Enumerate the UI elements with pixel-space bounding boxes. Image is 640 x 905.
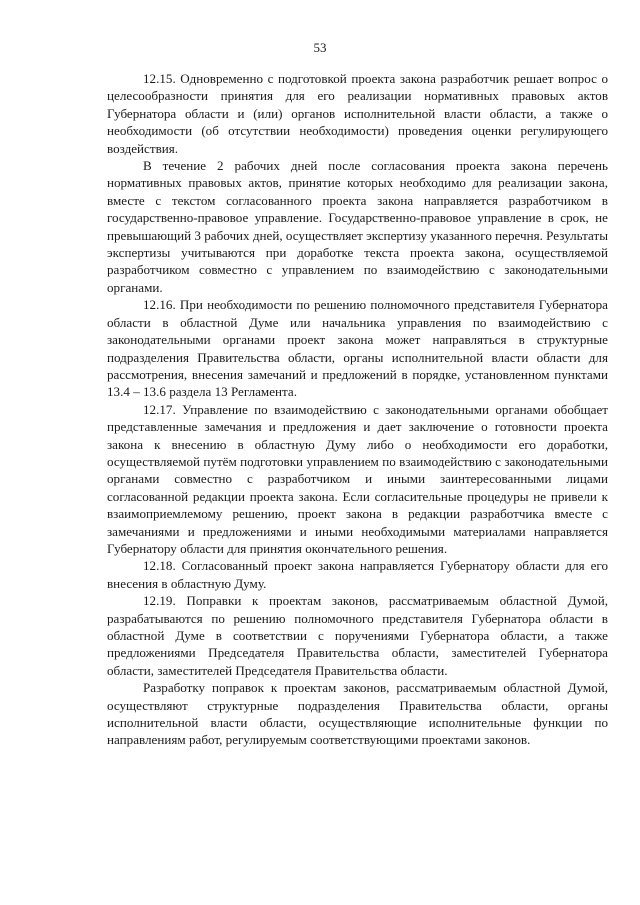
document-body xyxy=(107,70,608,749)
paragraph-12-19: 12.19. Поправки к проектам законов, рассматриваемым областной Думой, разрабатываются по решению полномочного представителя Губернатора области в областной Думе в соответствии с поручениями Губернатора области, а также предложениями Председателя Правительства области, заместителей Губернатора области, заместителей Председателя Правительства области. xyxy=(107,593,608,678)
page-number: 53 xyxy=(313,40,327,55)
paragraph-12-18: 12.18. Согласованный проект закона направляется Губернатору области для его внесения в областную Думу. xyxy=(107,558,608,591)
paragraph-12-15: 12.15. Одновременно с подготовкой проекта закона разработчик решает вопрос о целесообразности принятия для его реализации нормативных правовых актов Губернатора области и (или) органов исполнительной власти области, а также о необходимости (об отсутствии необходимости) проведения оценки регулирующего воздействия. xyxy=(107,71,608,156)
paragraph-12-16: 12.16. При необходимости по решению полномочного представителя Губернатора области в областной Думе или начальника управления по взаимодействию с законодательными органами проект закона может направляться в структурные подразделения Правительства области, органы исполнительной власти области для рассмотрения, внесения замечаний и предложений в порядке, установленном пунктами 13.4 – 13.6 раздела 13 Регламента. xyxy=(107,297,608,400)
paragraph-12-19-continuation: Разработку поправок к проектам законов, рассматриваемым областной Думой, осуществляют структурные подразделения Правительства области, органы исполнительной власти области, осуществляющие исполнительные функции по направлениям работ, регулируемым соответствующими проектами законов. xyxy=(107,680,608,748)
paragraph-12-17: 12.17. Управление по взаимодействию с законодательными органами обобщает представленные замечания и предложения и дает заключение о готовности проекта закона к внесению в областную Думу либо о необходимости его доработки, осуществляемой путём подготовки управлением по взаимодействию с законодательными органами совместно с разработчиком и иными заинтересованными лицами согласованной редакции проекта закона. Если согласительные процедуры не привели к взаимоприемлемому решению, проект закона в редакции разработчика вместе с замечаниями и предложениями и иными необходимыми материалами направляется Губернатору области для принятия окончательного решения. xyxy=(107,401,608,556)
paragraph-12-15-continuation: В течение 2 рабочих дней после согласования проекта закона перечень нормативных правовых актов, принятие которых необходимо для реализации закона, вместе с текстом согласованного проекта закона направляется разработчиком в государственно-правовое управление. Государственно-правовое управление в срок, не превышающий 3 рабочих дней, осуществляет экспертизу указанного перечня. Результаты экспертизы учитываются при доработке текста проекта закона, осуществляемой разработчиком совместно с управлением по взаимодействию с законодательными органами. xyxy=(107,158,608,295)
